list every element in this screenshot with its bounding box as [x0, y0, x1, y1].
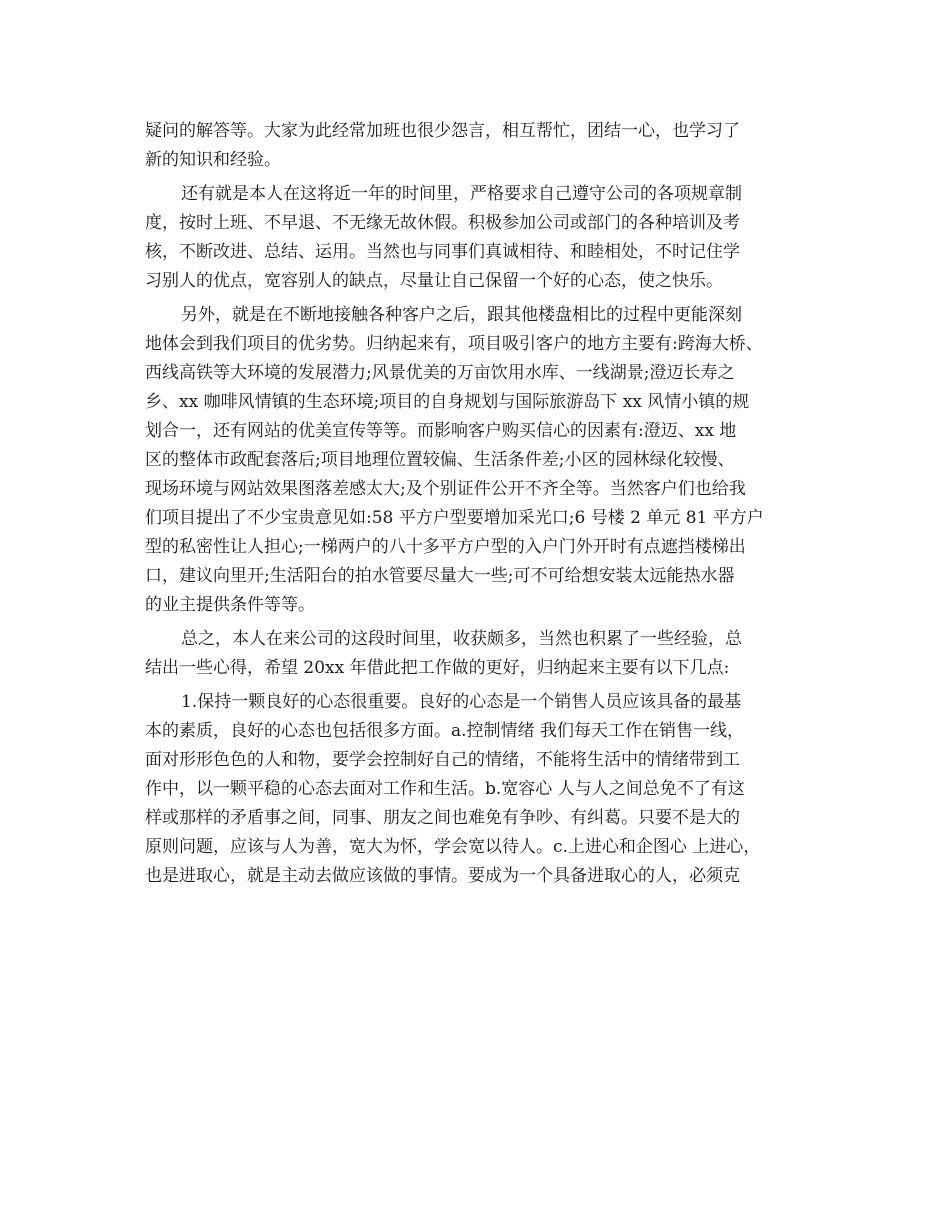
- paragraph-line: 也是进取心，就是主动去做应该做的事情。要成为一个具备进取心的人，必须克: [145, 866, 740, 886]
- paragraph-line: 疑问的解答等。大家为此经常加班也很少怨言，相互帮忙，团结一心，也学习了: [145, 121, 740, 141]
- paragraph-line: 地体会到我们项目的优劣势。归纳起来有，项目吸引客户的地方主要有:跨海大桥、: [145, 334, 763, 354]
- paragraph-line: 本的素质，良好的心态也包括很多方面。a.控制情绪 我们每天工作在销售一线，: [145, 721, 744, 741]
- paragraph-line: 们项目提出了不少宝贵意见如:58 平方户型要增加采光口;6 号楼 2 单元 81 平方户: [145, 508, 764, 528]
- paragraph-line: 现场环境与网站效果图落差感太大;及个别证件公开不齐全等。当然客户们也给我: [145, 479, 746, 499]
- paragraph-1: [145, 117, 810, 175]
- paragraph-line: 新的知识和经验。: [145, 150, 281, 170]
- paragraph-line: 作中，以一颗平稳的心态去面对工作和生活。b.宽容心 人与人之间总免不了有这: [145, 779, 745, 799]
- paragraph-line: 的业主提供条件等等。: [145, 595, 315, 615]
- paragraph-5: [145, 688, 810, 891]
- paragraph-line: 口，建议向里开;生活阳台的拍水管要尽量大一些;可不可给想安装太远能热水器: [145, 566, 735, 586]
- paragraph-line: 原则问题，应该与人为善，宽大为怀，学会宽以待人。c.上进心和企图心 上进心，: [145, 837, 761, 857]
- paragraph-line: 度，按时上班、不早退、不无缘无故休假。积极参加公司或部门的各种培训及考: [145, 213, 740, 233]
- paragraph-2: [145, 180, 810, 296]
- paragraph-4: [145, 625, 810, 683]
- paragraph-line: 乡、xx 咖啡风情镇的生态环境;项目的自身规划与国际旅游岛下 xx 风情小镇的规: [145, 392, 750, 412]
- paragraph-line: 西线高铁等大环境的发展潜力;风景优美的万亩饮用水库、一线湖景;澄迈长寿之: [145, 363, 735, 383]
- paragraph-line: 样或那样的矛盾事之间，同事、朋友之间也难免有争吵、有纠葛。只要不是大的: [145, 808, 740, 828]
- paragraph-line: 型的私密性让人担心;一梯两户的八十多平方户型的入户门外开时有点遮挡楼梯出: [145, 537, 746, 557]
- paragraph-line: 另外，就是在不断地接触各种客户之后，跟其他楼盘相比的过程中更能深刻: [181, 305, 742, 325]
- paragraph-line: 核，不断改进、总结、运用。当然也与同事们真诚相待、和睦相处，不时记住学: [145, 242, 740, 262]
- paragraph-line: 1.保持一颗良好的心态很重要。良好的心态是一个销售人员应该具备的最基: [181, 692, 742, 712]
- paragraph-line: 结出一些心得，希望 20xx 年借此把工作做的更好，归纳起来主要有以下几点:: [145, 658, 730, 678]
- paragraph-line: 划合一，还有网站的优美宣传等等。而影响客户购买信心的因素有:澄迈、xx 地: [145, 421, 737, 441]
- paragraph-line: 面对形形色色的人和物，要学会控制好自己的情绪，不能将生活中的情绪带到工: [145, 750, 740, 770]
- paragraph-line: 总之，本人在来公司的这段时间里，收获颇多，当然也积累了一些经验，总: [181, 629, 742, 649]
- paragraph-3: [145, 301, 810, 620]
- document-body: [145, 117, 810, 891]
- paragraph-line: 区的整体市政配套落后;项目地理位置较偏、生活条件差;小区的园林绿化较慢、: [145, 450, 735, 470]
- paragraph-line: 习别人的优点，宽容别人的缺点，尽量让自己保留一个好的心态，使之快乐。: [145, 271, 723, 291]
- paragraph-line: 还有就是本人在这将近一年的时间里，严格要求自己遵守公司的各项规章制: [181, 184, 742, 204]
